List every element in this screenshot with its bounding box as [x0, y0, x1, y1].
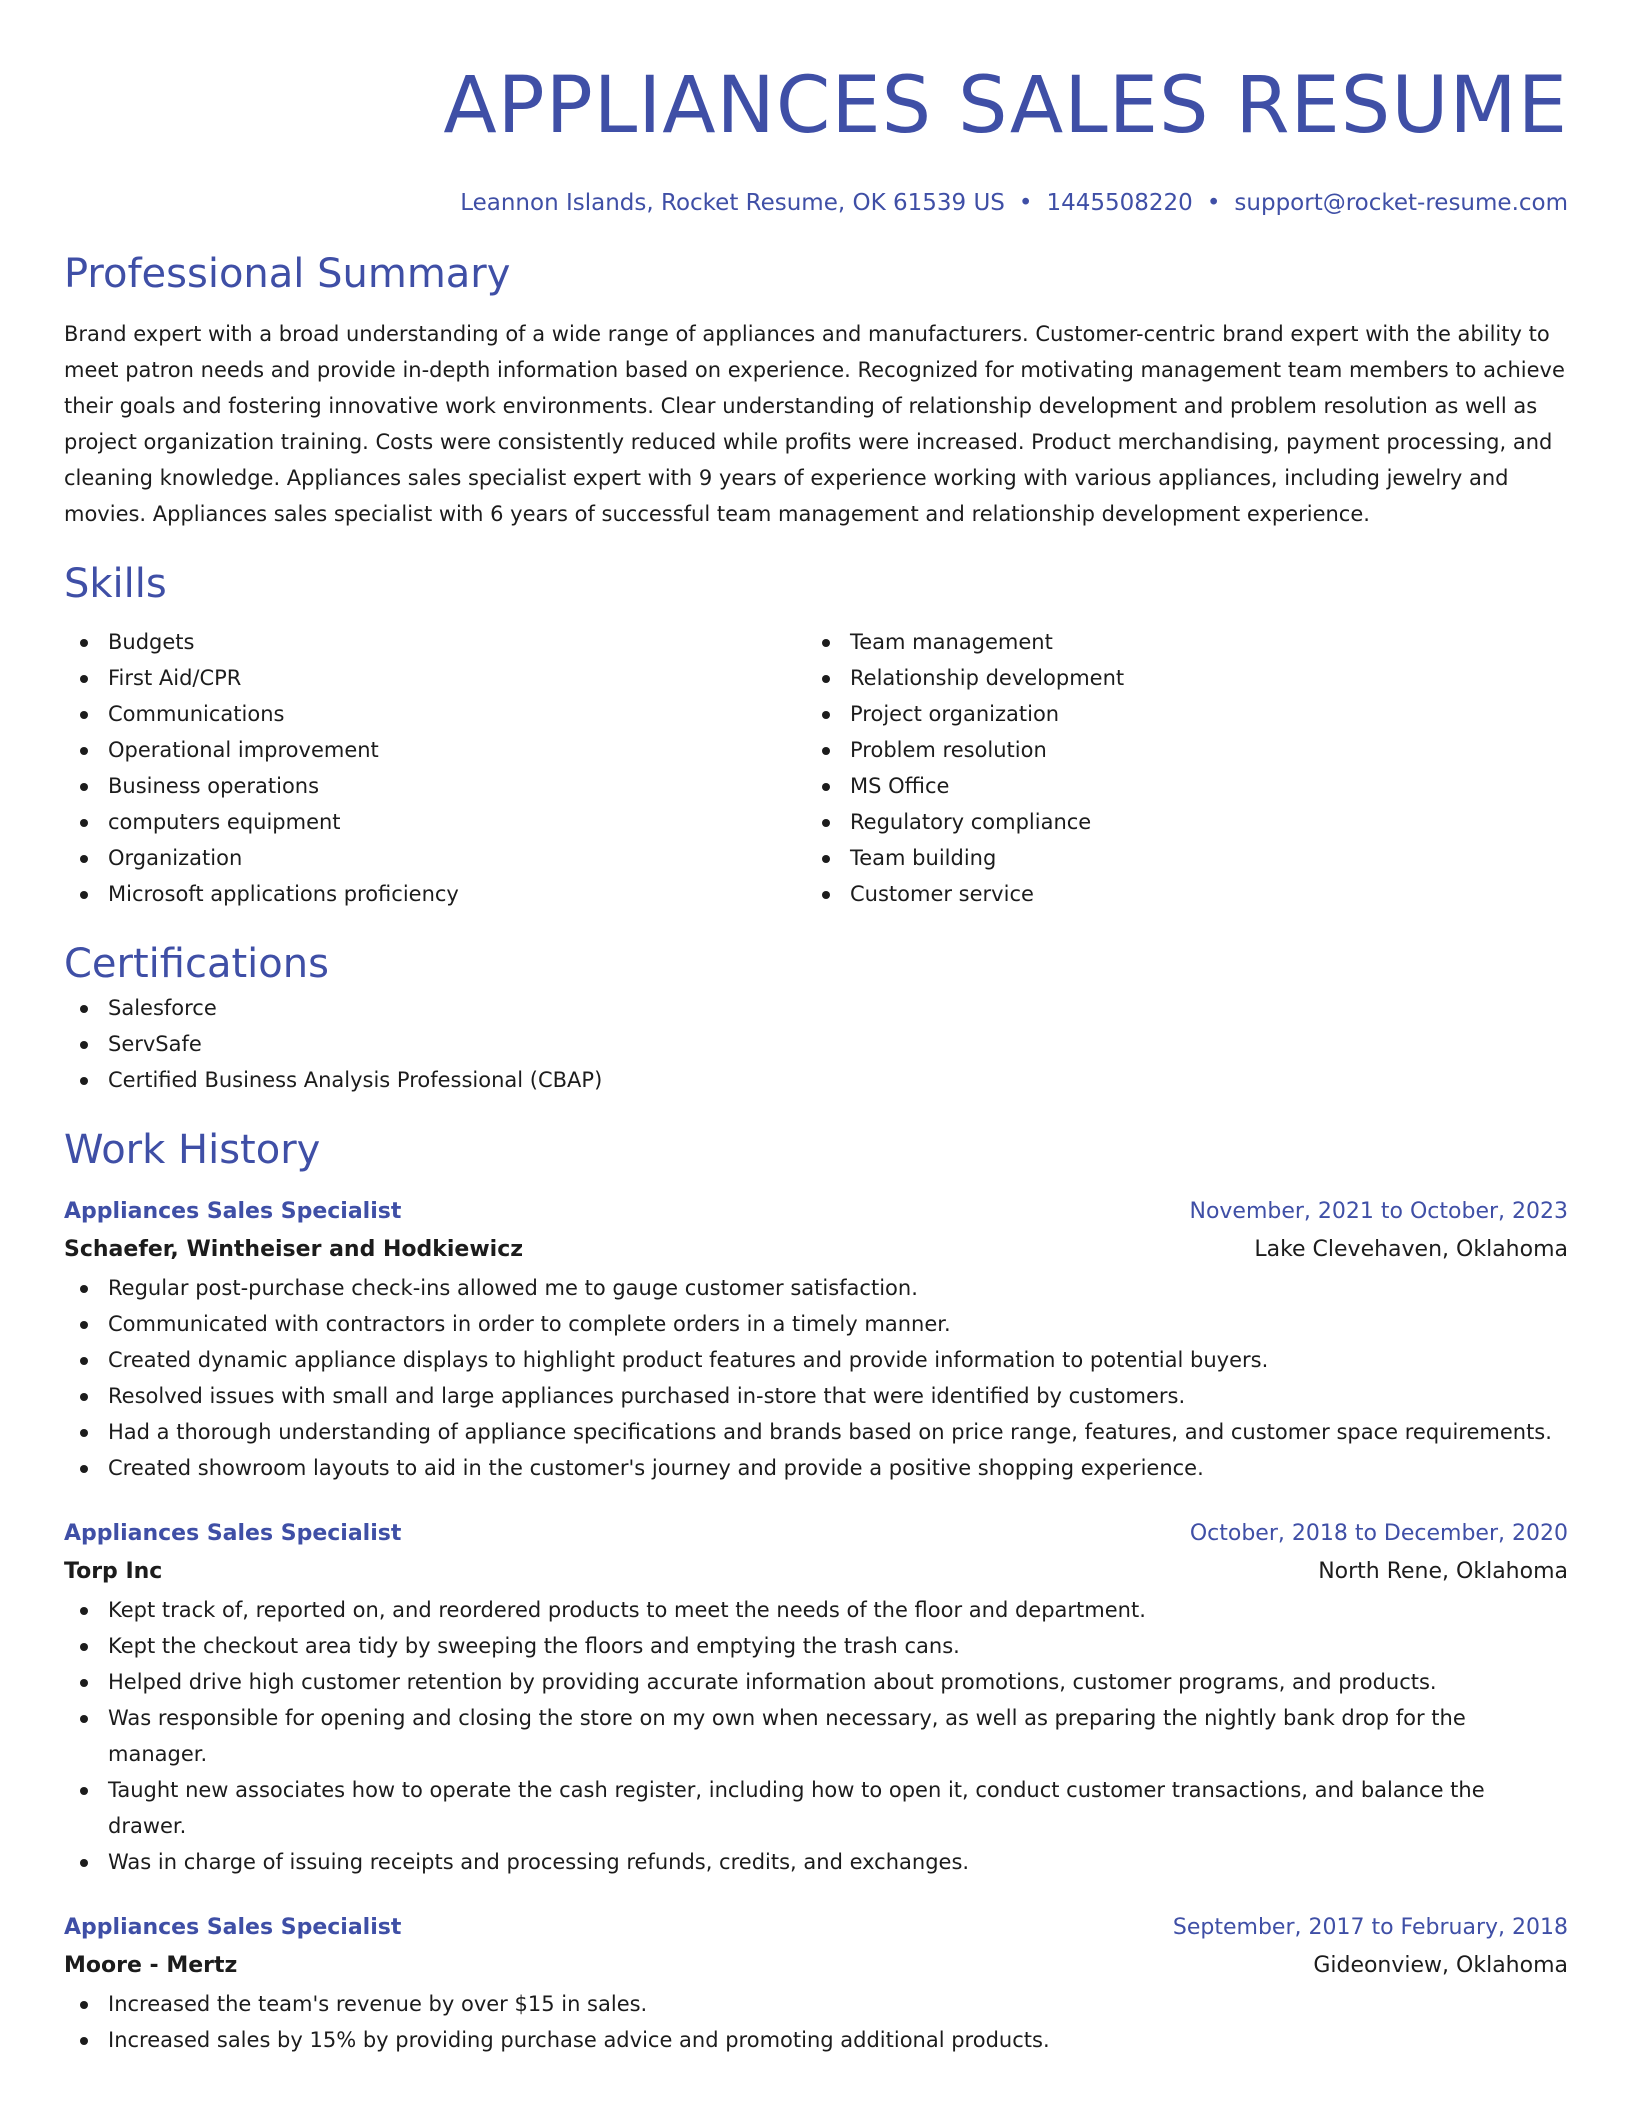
bullet-dot [80, 1285, 88, 1293]
list-item [64, 624, 806, 660]
list-item-text: Communications [108, 702, 285, 726]
bullet-dot [80, 675, 88, 683]
job-duty-text: Created showroom layouts to aid in the customer's journey and provide a positive shopping experience. [108, 1456, 1204, 1480]
bullet-dot [80, 1077, 88, 1085]
skills-heading: Skills [64, 561, 167, 607]
skills-columns [64, 624, 1568, 912]
bullet-dot [80, 1643, 88, 1651]
summary-text: Brand expert with a broad understanding of a wide range of appliances and manufacturers. Customer-centric brand expert with the ability to meet patron needs and provide in-depth information based on experience. Recognized for motivating management team members to achieve their goals and fostering innovative work environments. Clear understanding of relationship development and problem resolution as well as project organization training. Costs were consistently reduced while profits were increased. Product merchandising, payment processing, and cleaning knowledge. Appliances sales specialist expert with 9 years of experience working with various appliances, including jewelry and movies. Appliances sales specialist with 6 years of successful team management and relationship development experience. [64, 322, 1565, 526]
resume-title: APPLIANCES SALES RESUME [443, 61, 1568, 151]
job-duty-text: Increased sales by 15% by providing purchase advice and promoting additional products. [108, 2028, 1050, 2052]
job-location: Gideonview, Oklahoma [1313, 1953, 1568, 1978]
resume-page [64, 0, 1568, 2058]
list-item [64, 1026, 1568, 1062]
list-item-text: Team management [850, 630, 1053, 654]
bullet-dot [822, 747, 830, 755]
job-duty-text: Had a thorough understanding of appliance specifications and brands based on price range, features, and customer space requirements. [108, 1420, 1552, 1444]
job-header-row [64, 1194, 1568, 1230]
contact-separator: • [1018, 190, 1033, 216]
list-item [64, 990, 1568, 1026]
job-duty [64, 1414, 1568, 1450]
work-history-heading: Work History [64, 1127, 321, 1173]
job-duties-list [64, 1592, 1568, 1880]
job-duties-list [64, 1986, 1568, 2058]
job-duty [64, 1592, 1568, 1628]
job-duty [64, 1700, 1568, 1772]
job-duty [64, 1986, 1568, 2022]
bullet-dot [822, 783, 830, 791]
job-duty [64, 1628, 1568, 1664]
list-item-text: Business operations [108, 774, 320, 798]
list-item [64, 876, 806, 912]
job-duty-text: Kept the checkout area tidy by sweeping the floors and emptying the trash cans. [108, 1634, 960, 1658]
job-duty-text: Taught new associates how to operate the cash register, including how to open it, conduct customer transactions, and balance the drawer. [108, 1778, 1485, 1838]
list-item-text: computers equipment [108, 810, 341, 834]
job-role: Appliances Sales Specialist [64, 1199, 402, 1224]
job-duty-text: Regular post-purchase check-ins allowed me to gauge customer satisfaction. [108, 1276, 918, 1300]
bullet-dot [80, 2001, 88, 2009]
job-entry [64, 1910, 1568, 2058]
bullet-dot [80, 747, 88, 755]
list-item [806, 804, 1548, 840]
job-duty [64, 1306, 1568, 1342]
list-item [64, 804, 806, 840]
bullet-dot [80, 855, 88, 863]
contact-phone: 1445508220 [1046, 190, 1193, 216]
list-item [64, 660, 806, 696]
list-item [64, 696, 806, 732]
list-item [64, 840, 806, 876]
certifications-list [64, 990, 1568, 1098]
job-duty [64, 1772, 1568, 1844]
bullet-dot [80, 1787, 88, 1795]
job-company-row [64, 1552, 1568, 1592]
bullet-dot [80, 711, 88, 719]
bullet-dot [80, 1679, 88, 1687]
list-item-text: First Aid/CPR [108, 666, 242, 690]
list-item-text: Budgets [108, 630, 195, 654]
work-history-list [64, 1194, 1568, 2058]
job-entry [64, 1516, 1568, 1880]
bullet-dot [80, 1859, 88, 1867]
list-item [64, 732, 806, 768]
job-role: Appliances Sales Specialist [64, 1521, 402, 1546]
list-item-text: Operational improvement [108, 738, 379, 762]
job-header-row [64, 1910, 1568, 1946]
job-duty [64, 1664, 1568, 1700]
job-duty-text: Communicated with contractors in order to complete orders in a timely manner. [108, 1312, 951, 1336]
list-item-text: ServSafe [108, 1032, 202, 1056]
contact-separator: • [1206, 190, 1221, 216]
list-item-text: Regulatory compliance [850, 810, 1092, 834]
contact-address: Leannon Islands, Rocket Resume, OK 61539 US [460, 190, 1005, 216]
bullet-dot [822, 855, 830, 863]
bullet-dot [822, 639, 830, 647]
job-company: Moore - Mertz [64, 1953, 238, 1978]
job-duty [64, 2022, 1568, 2058]
bullet-dot [80, 1429, 88, 1437]
contact-email: support@rocket-resume.com [1234, 190, 1568, 216]
certifications-heading: Certifications [64, 941, 329, 987]
job-duty-text: Was responsible for opening and closing the store on my own when necessary, as well as preparing the nightly bank drop for the manager. [108, 1706, 1466, 1766]
list-item-text: Problem resolution [850, 738, 1047, 762]
job-duty-text: Resolved issues with small and large appliances purchased in-store that were identified by customers. [108, 1384, 1186, 1408]
list-item [806, 696, 1548, 732]
bullet-dot [80, 1321, 88, 1329]
job-duty [64, 1450, 1568, 1486]
job-company-row [64, 1946, 1568, 1986]
list-item [806, 840, 1548, 876]
bullet-dot [80, 1041, 88, 1049]
list-item-text: Microsoft applications proficiency [108, 882, 459, 906]
list-item [806, 768, 1548, 804]
bullet-dot [822, 891, 830, 899]
job-duty [64, 1378, 1568, 1414]
bullet-dot [80, 1393, 88, 1401]
contact-line [64, 186, 1568, 220]
job-duty-text: Was in charge of issuing receipts and processing refunds, credits, and exchanges. [108, 1850, 970, 1874]
bullet-dot [80, 639, 88, 647]
bullet-dot [80, 1357, 88, 1365]
list-item [64, 768, 806, 804]
bullet-dot [80, 1005, 88, 1013]
job-duty-text: Helped drive high customer retention by providing accurate information about promotions, customer programs, and products. [108, 1670, 1437, 1694]
list-item-text: Certified Business Analysis Professional (CBAP) [108, 1068, 603, 1092]
list-item-text: MS Office [850, 774, 950, 798]
summary-heading: Professional Summary [64, 251, 511, 297]
list-item-text: Customer service [850, 882, 1034, 906]
job-company: Schaefer, Wintheiser and Hodkiewicz [64, 1237, 524, 1262]
skills-list-right [806, 624, 1548, 912]
list-item-text: Team building [850, 846, 997, 870]
job-duty-text: Increased the team's revenue by over $15 in sales. [108, 1992, 648, 2016]
list-item-text: Salesforce [108, 996, 217, 1020]
list-item [806, 624, 1548, 660]
job-duties-list [64, 1270, 1568, 1486]
job-location: North Rene, Oklahoma [1318, 1559, 1568, 1584]
list-item [806, 732, 1548, 768]
bullet-dot [80, 819, 88, 827]
bullet-dot [80, 1607, 88, 1615]
job-entry [64, 1194, 1568, 1486]
job-duty [64, 1270, 1568, 1306]
bullet-dot [80, 1715, 88, 1723]
job-location: Lake Clevehaven, Oklahoma [1254, 1237, 1568, 1262]
job-duty-text: Kept track of, reported on, and reordered products to meet the needs of the floor and department. [108, 1598, 1146, 1622]
list-item [806, 876, 1548, 912]
job-duty-text: Created dynamic appliance displays to highlight product features and provide information to potential buyers. [108, 1348, 1269, 1372]
job-dates: November, 2021 to October, 2023 [1189, 1199, 1568, 1224]
bullet-dot [822, 819, 830, 827]
bullet-dot [80, 783, 88, 791]
job-role: Appliances Sales Specialist [64, 1915, 402, 1940]
job-dates: September, 2017 to February, 2018 [1172, 1915, 1568, 1940]
bullet-dot [80, 1465, 88, 1473]
job-duty [64, 1342, 1568, 1378]
bullet-dot [822, 675, 830, 683]
list-item-text: Organization [108, 846, 243, 870]
list-item-text: Relationship development [850, 666, 1125, 690]
list-item-text: Project organization [850, 702, 1060, 726]
list-item [64, 1062, 1568, 1098]
job-header-row [64, 1516, 1568, 1552]
bullet-dot [822, 711, 830, 719]
job-company-row [64, 1230, 1568, 1270]
list-item [806, 660, 1548, 696]
skills-list-left [64, 624, 806, 912]
job-duty [64, 1844, 1568, 1880]
bullet-dot [80, 2037, 88, 2045]
job-company: Torp Inc [64, 1559, 163, 1584]
job-dates: October, 2018 to December, 2020 [1189, 1521, 1568, 1546]
bullet-dot [80, 891, 88, 899]
